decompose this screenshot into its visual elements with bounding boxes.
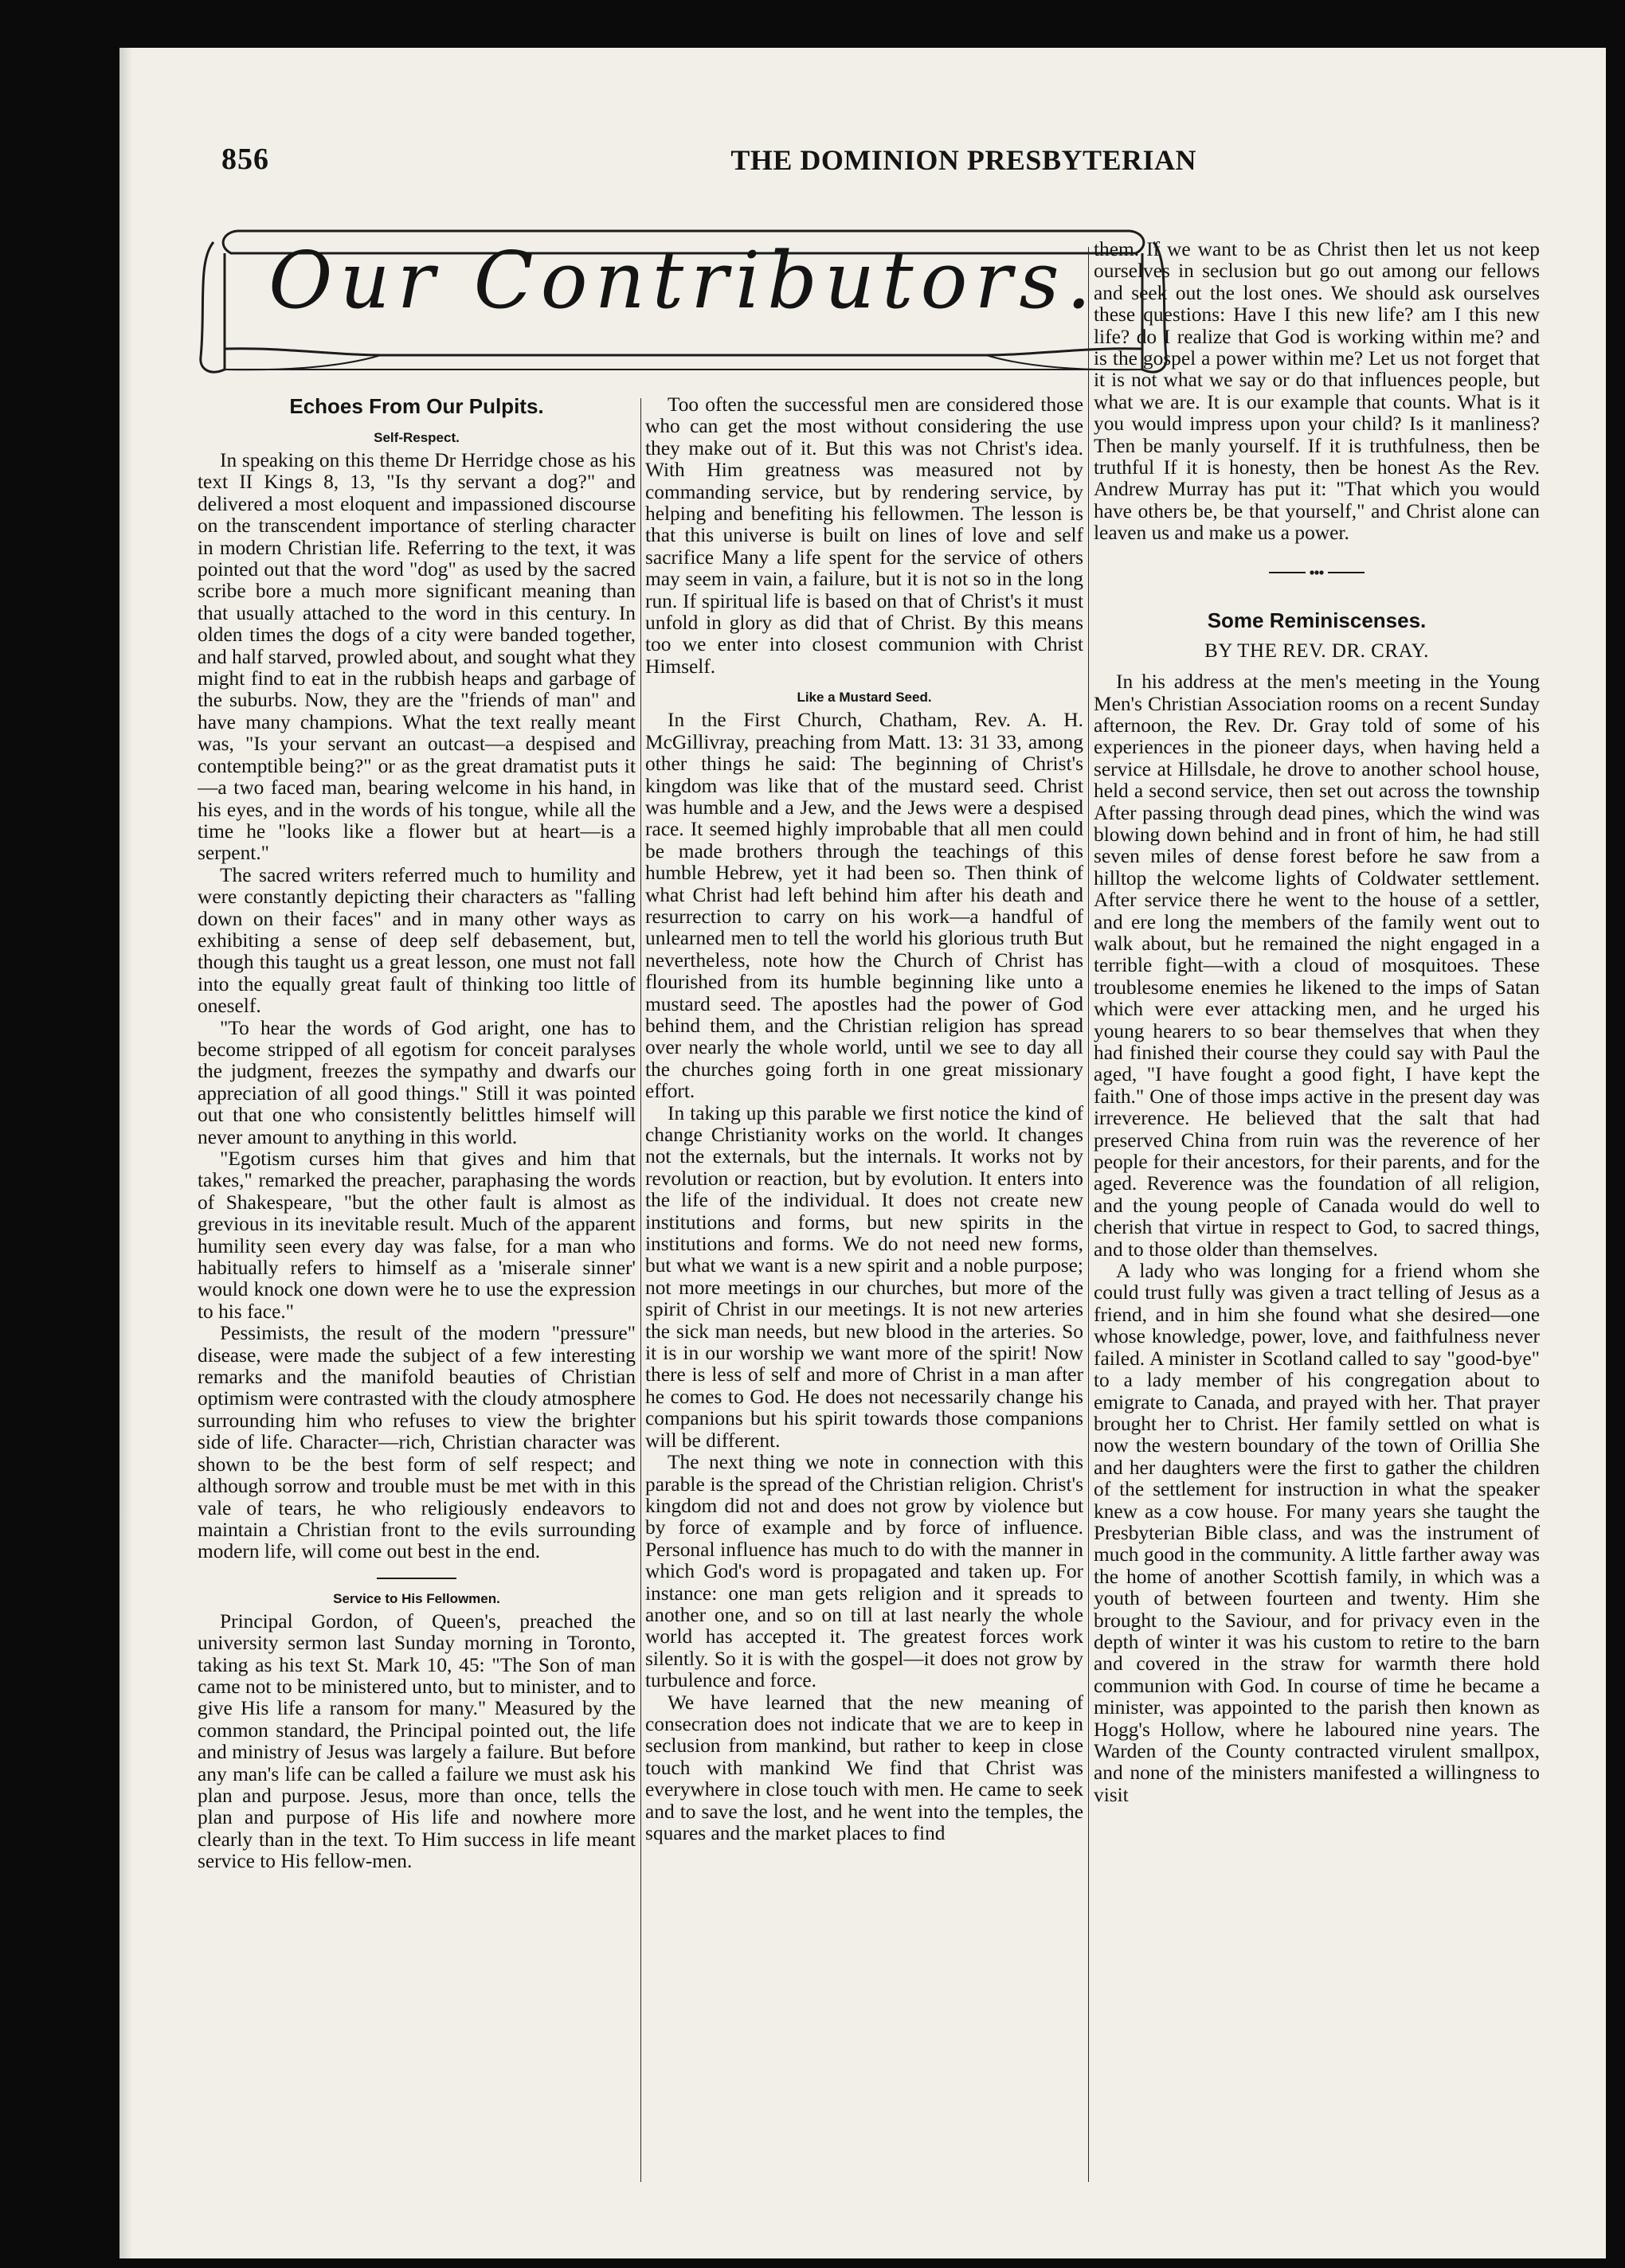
section-title: Self-Respect. <box>374 430 460 445</box>
article-paragraph: Too often the successful men are considered those who can get the most without considering the use they make out of it. But this was not Christ's idea. With Him greatness was measured not by commanding service, but by rendering service, by helping and benefiting his fellowmen. The lesson is that this universe is built on lines of love and self sacrifice Many a life spent for the service of others may seem in vain, a failure, but it is not so in the long run. If spiritual life is based on that of Christ's it must unfold in glory as did that of Christ. By this means too we enter into closest communion with Christ Himself. <box>645 394 1083 678</box>
article-paragraph: The sacred writers referred much to humility and were constantly depicting their characters as "falling down on their faces" and in many other ways as exhibiting a sense of deep self debasement, but, though this taught us a great lesson, one must not fall into the equally great fault of thinking too little of oneself. <box>198 863 636 1018</box>
dash-dot-separator <box>1269 569 1365 577</box>
article-column-3 <box>1094 239 1540 2182</box>
article-byline: BY THE REV. DR. CRAY. <box>1204 639 1429 662</box>
article-paragraph: In his address at the men's meeting in the Young Men's Christian Association rooms on a recent Sunday afternoon, the Rev. Dr. Gray told of some of his experiences in the pioneer days, when having held a service at Hillsdale, he drove to another school house, held a second service, then set out across the township After passing through dead pines, which the wind was blowing down behind and in front of him, he had still seven miles of dense forest before he saw from a hilltop the welcome lights of Coldwater settlement. After service there he went to the house of a settler, and ere long the members of the family went out to walk about, but he remained the night engaged in a terrible fight—with a cloud of mosquitoes. These troublesome enemies he likened to the imps of Satan which were ever attacking men, and he urged his young hearers to so bear themselves that when they had finished their course they could say with Paul the aged, "I have fought a good fight, I have kept the faith." One of those imps active in the present day was irreverence. He believed that the salt that had preserved China from ruin was the reverence of her people for their ancestors, for their parents, and for the aged. Reverence was the foundation of all religion, and the young people of Canada would do well to cherish that virtue in respect to God, to sacred things, and to those older than themselves. <box>1094 671 1540 1261</box>
article-paragraph: In speaking on this theme Dr Herridge chose as his text II Kings 8, 13, "Is thy servant a dog?" and delivered a most eloquent and impassioned discourse on the transcendent importance of sterling character in modern Christian life. Referring to the text, it was pointed out that the word "dog" as used by the sacred scribe bore a much more significant meaning than that usually attached to the word in this century. In olden times the dogs of a city were banded together, and half starved, prowled about, and sought what they might find to eat in the rubbish heaps and garbage of the suburbs. Now, they are the "friends of man" and have many champions. What the text really meant was, "Is your servant an outcast—a despised and contemptible being?" or as the great dramatist puts it—a two faced man, bearing welcome in his hand, in his eyes, and in the words of his tongue, while all the time he "looks like a flower but at heart—is a serpent." <box>198 449 636 865</box>
article-paragraph: The next thing we note in connection with this parable is the spread of the Christian religion. Christ's kingdom did not and does not grow by violence but by force of example and by force of influence. Personal influence has much to do with the manner in which God's word is propagated and taken up. For instance: one man gets religion and it spreads to another one, and so on till at last nearly the whole world has accepted it. The greatest forces work silently. So it is with the gospel—it does not grow by turbulence and force. <box>645 1451 1083 1692</box>
article-paragraph: In the First Church, Chatham, Rev. A. H. McGillivray, preaching from Matt. 13: 31 33, among other things he said: The beginning of Christ's kingdom was like that of the mustard seed. Christ was humble and a Jew, and the Jews were a despised race. It seemed highly improbable that all men could be made brothers through the teachings of this humble Hebrew, yet it had been so. Then think of what Christ had left behind him after his death and resurrection to carry on his work—a handful of unlearned men to tell the world his glorious truth But nevertheless, note how the Church of Christ has flourished from its humble beginning like unto a mustard seed. The apostles had the power of God behind them, and the Christian religion has spread over nearly the whole world, until we see to day all the churches going forth in one great missionary effort. <box>645 709 1083 1103</box>
separator-ornament <box>1094 564 1540 580</box>
article-headline: Some Reminiscenses. <box>1207 608 1427 632</box>
article-paragraph: Principal Gordon, of Queen's, preached the university sermon last Sunday morning in Toronto, taking as his text St. Mark 10, 45: "The Son of man came not to be ministered unto, but to minister, and to give His life a ransom for many." Measured by the common standard, the Principal pointed out, the life and ministry of Jesus was largely a failure. But before any man's life can be called a failure we must ask his plan and purpose. Jesus, more than once, tells the plan and purpose of His life and nowhere more clearly than in the text. To Him success in life meant service to His fellow-men. <box>198 1609 636 1873</box>
article-paragraph: "Egotism curses him that gives and him that takes," remarked the preacher, paraphasing the words of Shakespeare, "but the other fault is almost as grevious in its inevitable result. Much of the apparent humility seen every day was false, for a man who habitually refers to himself as a 'miserale sinner' would knock one down were he to use the expression to his face." <box>198 1148 636 1323</box>
article-paragraph: them. If we want to be as Christ then let us not keep ourselves in seclusion but go out among our fellows and seek out the lost ones. We should ask ourselves these questions: Have I this new life? am I this new life? do I realize that God is working within me? and is the gospel a power within me? Let us not forget that it is not what we say or do that influences people, but what we are. It is our example that counts. What is it you would impress upon your child? Is it manliness? Then be manly yourself. If it is truthfulness, then be truthful If it is honesty, then be honest As the Rev. Andrew Murray has put it: "That which you would have others be, be that yourself," and Christ alone can leaven us and make us a power. <box>1094 239 1540 545</box>
article-paragraph: "To hear the words of God aright, one has to become stripped of all egotism for conceit paralyses the judgment, freezes the sympathy and dwarfs our appreciation of all good things." Still it was pointed out that one who consistently belittles himself will never amount to anything in this world. <box>198 1016 636 1148</box>
page-number: 856 <box>221 143 269 176</box>
section-banner <box>190 213 1177 381</box>
section-title: Service to His Fellowmen. <box>333 1590 500 1606</box>
column-divider-left <box>640 398 641 2182</box>
column-divider-right <box>1088 247 1089 2182</box>
article-paragraph: Pessimists, the result of the modern "pressure" disease, were made the subject of a few interesting remarks and the manifold beauties of Christian optimism were contrasted with the cloudy atmosphere surrounding him who refuses to view the brighter side of life. Character—rich, Christian character was shown to be the best form of self respect; and although sorrow and trouble must be met with in this vale of tears, he who religiously endeavors to maintain a Christian front to the evils surrounding modern life, will come out best in the end. <box>198 1322 636 1563</box>
section-rule <box>377 1578 456 1579</box>
article-paragraph: A lady who was longing for a friend whom she could trust fully was given a tract telling of Jesus as a friend, and in him she found what she desired—one whose knowledge, power, love, and faithfulness never failed. A minister in Scotland called to say "good-bye" to a lady member of his congregation about to emigrate to Canada, and prayed with her. That prayer brought her to Christ. Her family settled on what is now the western boundary of the town of Orillia She and her daughters were the first to gather the children of the settlement for instruction in what the speaker knew as a cow house. For many years she taught the Presbyterian Bible class, and was the instrument of much good in the community. A little farther away was the home of another Scottish family, in which was a youth of between fourteen and twenty. Him she brought to the Saviour, and for privacy even in the depth of winter it was his custom to retire to the barn and covered in the straw for warmth there hold communion with God. In course of time he became a minister, was appointed to the parish then known as Hogg's Hollow, where he laboured nine years. The Warden of the County contracted virulent smallpox, and none of the ministers manifested a willingness to visit <box>1094 1260 1540 1806</box>
article-paragraph: We have learned that the new meaning of consecration does not indicate that we are to keep in seclusion from mankind, but rather to keep in close touch with mankind We find that Christ was everywhere in close touch with men. He came to seek and to save the lost, and he went into the temples, the squares and the market places to find <box>645 1691 1083 1844</box>
article-column-2 <box>645 394 1083 2186</box>
newspaper-page <box>119 48 1606 2258</box>
article-column-1 <box>198 394 636 2186</box>
publication-running-head: THE DOMINION PRESBYTERIAN <box>730 144 1196 176</box>
page-edge-shadow <box>119 48 132 2258</box>
section-title: Like a Mustard Seed. <box>797 690 932 706</box>
article-headline: Echoes From Our Pulpits. <box>289 394 544 418</box>
banner-title: Our Contributors. <box>268 236 1098 327</box>
article-paragraph: In taking up this parable we first notice the kind of change Christianity works on the world. It changes not the externals, but the internals. It works not by revolution or reaction, but by evolution. It enters into the life of the individual. It does not create new institutions and forms, but new spirits in the institutions and forms. We do not need new forms, but what we want is a new spirit and a noble purpose; not more meetings in our churches, but more of the spirit of Christ in our meetings. It is not new arteries the sick man needs, but new blood in the arteries. So it is in our worship we want more of the spirit! Now there is less of self and more of Christ in a man after he comes to God. He does not necessarily change his companions but his spirit towards those companions will be different. <box>645 1101 1083 1452</box>
